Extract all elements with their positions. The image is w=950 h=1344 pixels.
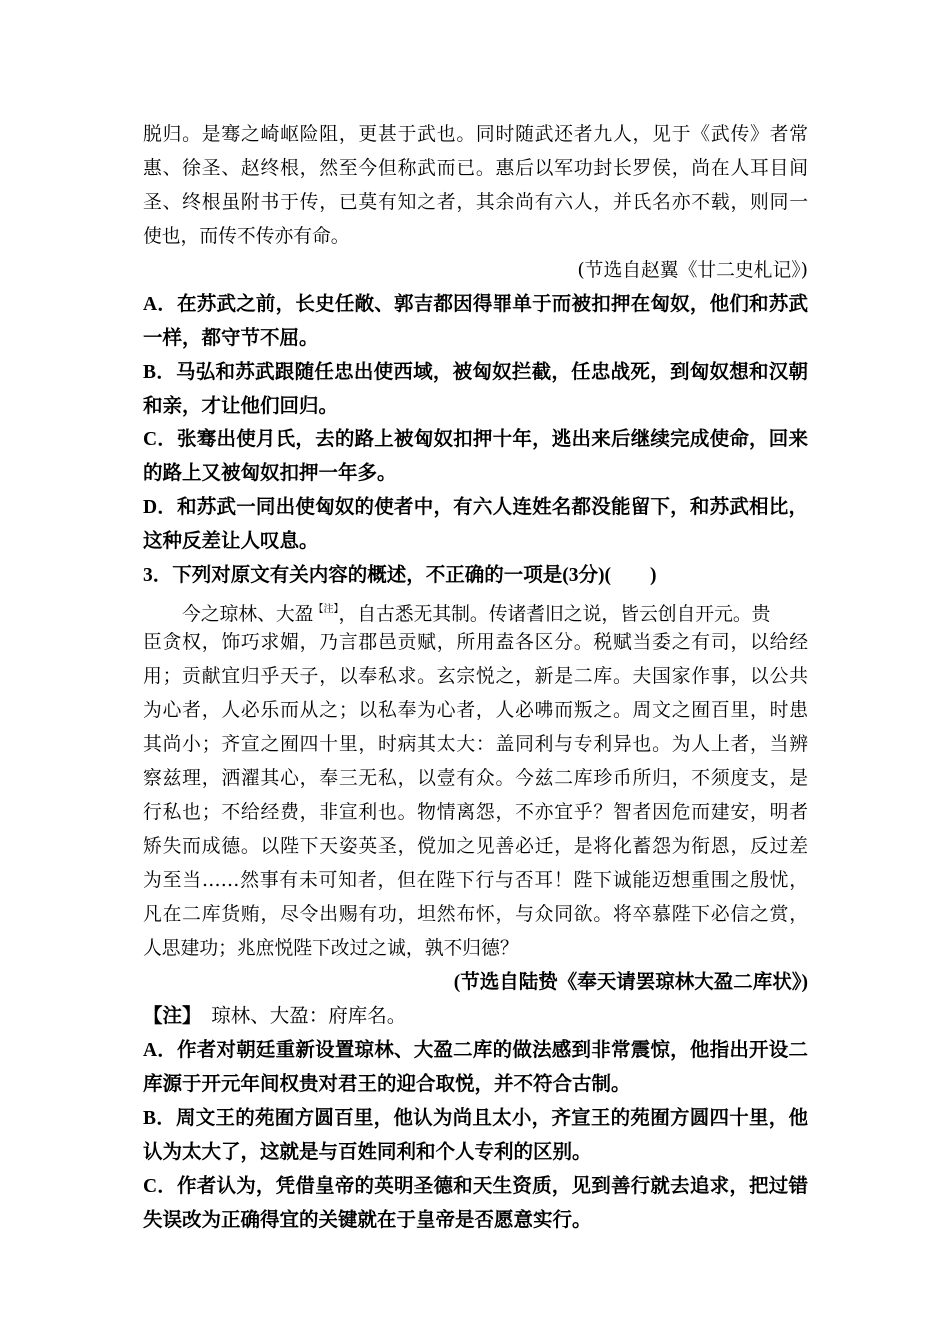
q2-option-d-line1: D．和苏武一同出使匈奴的使者中，有六人连姓名都没能留下，和苏武相比， — [143, 497, 808, 518]
q3-stem: 3．下列对原文有关内容的概述，不正确的一项是(3分)( ) — [143, 565, 657, 586]
q3-passage-line: 用；贡献宜归乎天子，以奉私求。玄宗悦之，新是二库。夫国家作事，以公共 — [143, 666, 808, 687]
q3-passage-line: 矫失而成德。以陛下天姿英圣，傥加之见善必迁，是将化蓄怨为衔恩，反过差 — [143, 836, 808, 857]
q3-option-c-line2: 失误改为正确得宜的关键就在于皇帝是否愿意实行。 — [143, 1210, 592, 1231]
q3-passage-line: 为心者，人必乐而从之；以私奉为心者，人必咈而叛之。周文之囿百里，时患 — [143, 700, 808, 721]
q3-option-c-line1: C．作者认为，凭借皇帝的英明圣德和天生资质，见到善行就去追求，把过错 — [143, 1176, 808, 1197]
q3-passage-source: (节选自陆贽《奉天请罢琼林大盈二库状》) — [453, 972, 808, 993]
q3-option-b-line2: 认为太大了，这就是与百姓同利和个人专利的区别。 — [143, 1142, 592, 1163]
q3-first-text: 今之琼林、大盈 — [182, 604, 314, 625]
q2-option-a-line2: 一样，都守节不屈。 — [143, 328, 319, 349]
q3-note — [143, 1002, 808, 1032]
q3-passage-line: 其尚小；齐宣之囿四十里，时病其太大：盖同利与专利异也。为人上者，当辨 — [143, 734, 808, 755]
q2-option-a-line1: A．在苏武之前，长史任敞、郭吉都因得罪单于而被扣押在匈奴，他们和苏武 — [143, 294, 808, 315]
q3-passage-line: 察兹理，洒濯其心，奉三无私，以壹有众。今兹二库珍币所归，不须度支，是 — [143, 768, 808, 789]
q3-passage-line: 人思建功；兆庶悦陛下改过之诚，孰不归德？ — [143, 938, 519, 959]
passage1-source: (节选自赵翼《廿二史札记》) — [577, 260, 808, 281]
q3-option-a-line1: A．作者对朝廷重新设置琼林、大盈二库的做法感到非常震惊，他指出开设二 — [143, 1040, 808, 1061]
q3-passage-first-line — [182, 595, 808, 625]
note-mark: 【注】 — [313, 604, 339, 615]
q3-passage-line: 为至当……然事有未可知者，但在陛下行与否耳！陛下诚能迈想重围之殷忧， — [143, 870, 808, 891]
passage1-line: 圣、终根虽附书于传，已莫有知之者，其余尚有六人，并氏名亦不载，则同一 — [143, 192, 808, 213]
q2-option-b-line1: B．马弘和苏武跟随任忠出使西域，被匈奴拦截，任忠战死，到匈奴想和汉朝 — [143, 362, 808, 383]
q2-option-c-line2: 的路上又被匈奴扣押一年多。 — [143, 463, 397, 484]
q3-passage-line: 行私也；不给经费，非宣利也。物情离怨，不亦宜乎？智者因危而建安，明者 — [143, 802, 808, 823]
passage1-line: 惠、徐圣、赵终根，然至今但称武而已。惠后以军功封长罗侯，尚在人耳目间 — [143, 158, 808, 179]
note-label: 【注】 — [143, 1006, 192, 1027]
q3-option-b-line1: B．周文王的苑囿方圆百里，他认为尚且太小，齐宣王的苑囿方圆四十里，他 — [143, 1108, 808, 1129]
q2-option-b-line2: 和亲，才让他们回归。 — [143, 396, 339, 417]
q3-first-text-cont: ，自古悉无其制。传诸耆旧之说，皆云创自开元。贵 — [338, 604, 771, 625]
q2-option-c-line1: C．张骞出使月氏，去的路上被匈奴扣押十年，逃出来后继续完成使命，回来 — [143, 429, 808, 450]
q2-option-d-line2: 这种反差让人叹息。 — [143, 531, 319, 552]
q3-option-a-line2: 库源于开元年间权贵对君王的迎合取悦，并不符合古制。 — [143, 1074, 631, 1095]
passage1-line: 使也，而传不传亦有命。 — [143, 226, 350, 247]
passage1-line: 脱归。是骞之崎岖险阻，更甚于武也。同时随武还者九人，见于《武传》者常 — [143, 124, 808, 145]
q3-passage-line: 臣贪权，饰巧求媚，乃言郡邑贡赋，所用盍各区分。税赋当委之有司，以给经 — [143, 632, 808, 653]
note-text: 琼林、大盈：府库名。 — [191, 1006, 407, 1027]
q3-passage-line: 凡在二库货贿，尽令出赐有功，坦然布怀，与众同欲。将卒慕陛下必信之赏， — [143, 904, 808, 925]
